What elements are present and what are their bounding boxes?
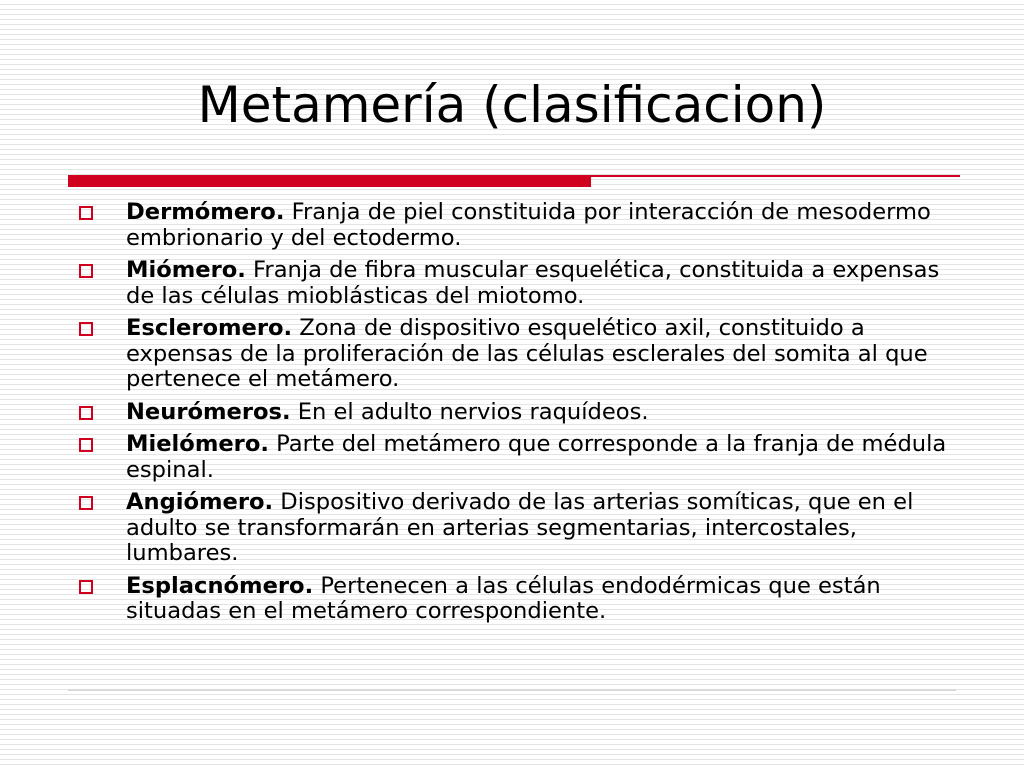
- hollow-square-icon: [79, 496, 93, 510]
- title-underline-thin: [591, 175, 960, 177]
- hollow-square-icon: [79, 322, 93, 336]
- title-underline-bar: [68, 175, 591, 187]
- bullet-text: Parte del metámero que corresponde a la franja de médula espinal.: [126, 431, 947, 483]
- bullet-text: Dispositivo derivado de las arterias somíticas, que en el adulto se transformarán en arterias segmentarias, intercostales, lumbares.: [126, 489, 914, 566]
- bullet-term: Mielómero.: [126, 431, 269, 457]
- bullet-item-angiomero: [76, 490, 956, 567]
- bullet-term: Esplacnómero.: [126, 572, 314, 599]
- bullet-term: Neurómeros.: [126, 398, 291, 425]
- bullet-item-neuromeros: [76, 400, 956, 426]
- hollow-square-icon: [79, 264, 93, 278]
- slide-title: Metamería (clasificacion): [197, 76, 827, 134]
- hollow-square-icon: [79, 580, 93, 594]
- bullet-item-esplacnomero: [76, 574, 956, 625]
- bullet-list: [76, 200, 956, 632]
- hollow-square-icon: [79, 206, 93, 220]
- bullet-text: Franja de piel constituida por interacción de mesodermo embrionario y del ectodermo.: [126, 199, 931, 251]
- bullet-item-mielomero: [76, 432, 956, 483]
- bullet-text: En el adulto nervios raquídeos.: [290, 398, 649, 425]
- bullet-item-dermomero: [76, 200, 956, 251]
- bullet-text: Pertenecen a las células endodérmicas que están situadas en el metámero correspondiente.: [126, 572, 881, 624]
- bullet-item-escleromero: [76, 316, 956, 393]
- bullet-term: Angiómero.: [126, 489, 274, 515]
- hollow-square-icon: [79, 438, 93, 452]
- bullet-term: Miómero.: [126, 257, 246, 283]
- bullet-term: Escleromero.: [126, 315, 293, 341]
- bullet-term: Dermómero.: [126, 199, 285, 225]
- bullet-item-miomero: [76, 258, 956, 309]
- bullet-text: Franja de fibra muscular esquelética, constituida a expensas de las células mioblásticas del miotomo.: [126, 257, 940, 309]
- footer-divider: [68, 689, 956, 691]
- hollow-square-icon: [79, 406, 93, 420]
- bullet-text: Zona de dispositivo esquelético axil, constituido a expensas de la proliferación de las células esclerales del somita al que pertenece el metámero.: [126, 315, 928, 392]
